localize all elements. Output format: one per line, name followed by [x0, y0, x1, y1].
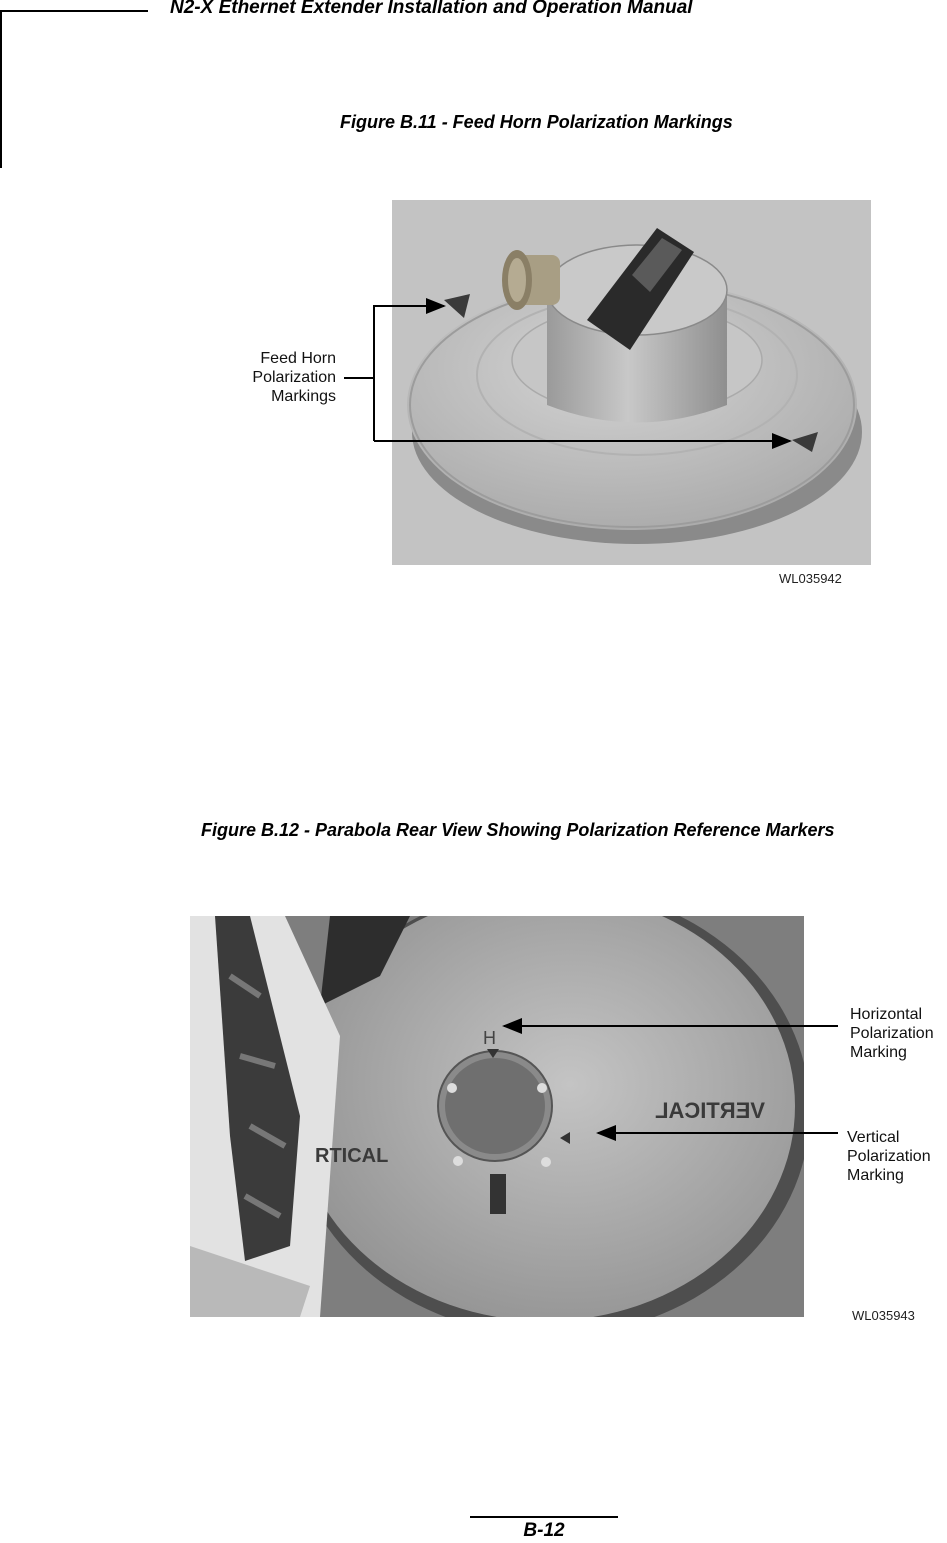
feed-horn-callout-line1: Feed Horn	[260, 350, 336, 367]
svg-text:VERTICAL: VERTICAL	[655, 1098, 765, 1123]
figure-b11-image-code: WL035942	[779, 571, 842, 586]
vertical-callout-line1: Vertical	[847, 1129, 900, 1146]
figure-b12-image-code: WL035943	[852, 1308, 915, 1323]
feed-horn-callout-line2: Polarization	[252, 369, 336, 386]
page-number: B-12	[523, 1520, 565, 1541]
vertical-callout-line2: Polarization	[847, 1148, 931, 1165]
horizontal-callout-line2: Polarization	[850, 1025, 934, 1042]
svg-text:RTICAL: RTICAL	[315, 1145, 389, 1167]
figure-b11-caption: Figure B.11 - Feed Horn Polarization Markings	[340, 112, 733, 132]
footer-rule	[470, 1516, 618, 1518]
svg-text:H: H	[483, 1028, 496, 1048]
vertical-marking-callout	[847, 1128, 931, 1185]
horizontal-callout-line1: Horizontal	[850, 1006, 923, 1023]
horizontal-marking-callout	[850, 1005, 934, 1062]
feed-horn-callout-line3: Markings	[271, 388, 336, 405]
figure-b12-caption: Figure B.12 - Parabola Rear View Showing Polarization Reference Markers	[201, 820, 835, 840]
vertical-callout-line3: Marking	[847, 1167, 904, 1184]
horizontal-callout-line3: Marking	[850, 1044, 907, 1061]
document-title: N2-X Ethernet Extender Installation and Operation Manual	[170, 0, 693, 18]
